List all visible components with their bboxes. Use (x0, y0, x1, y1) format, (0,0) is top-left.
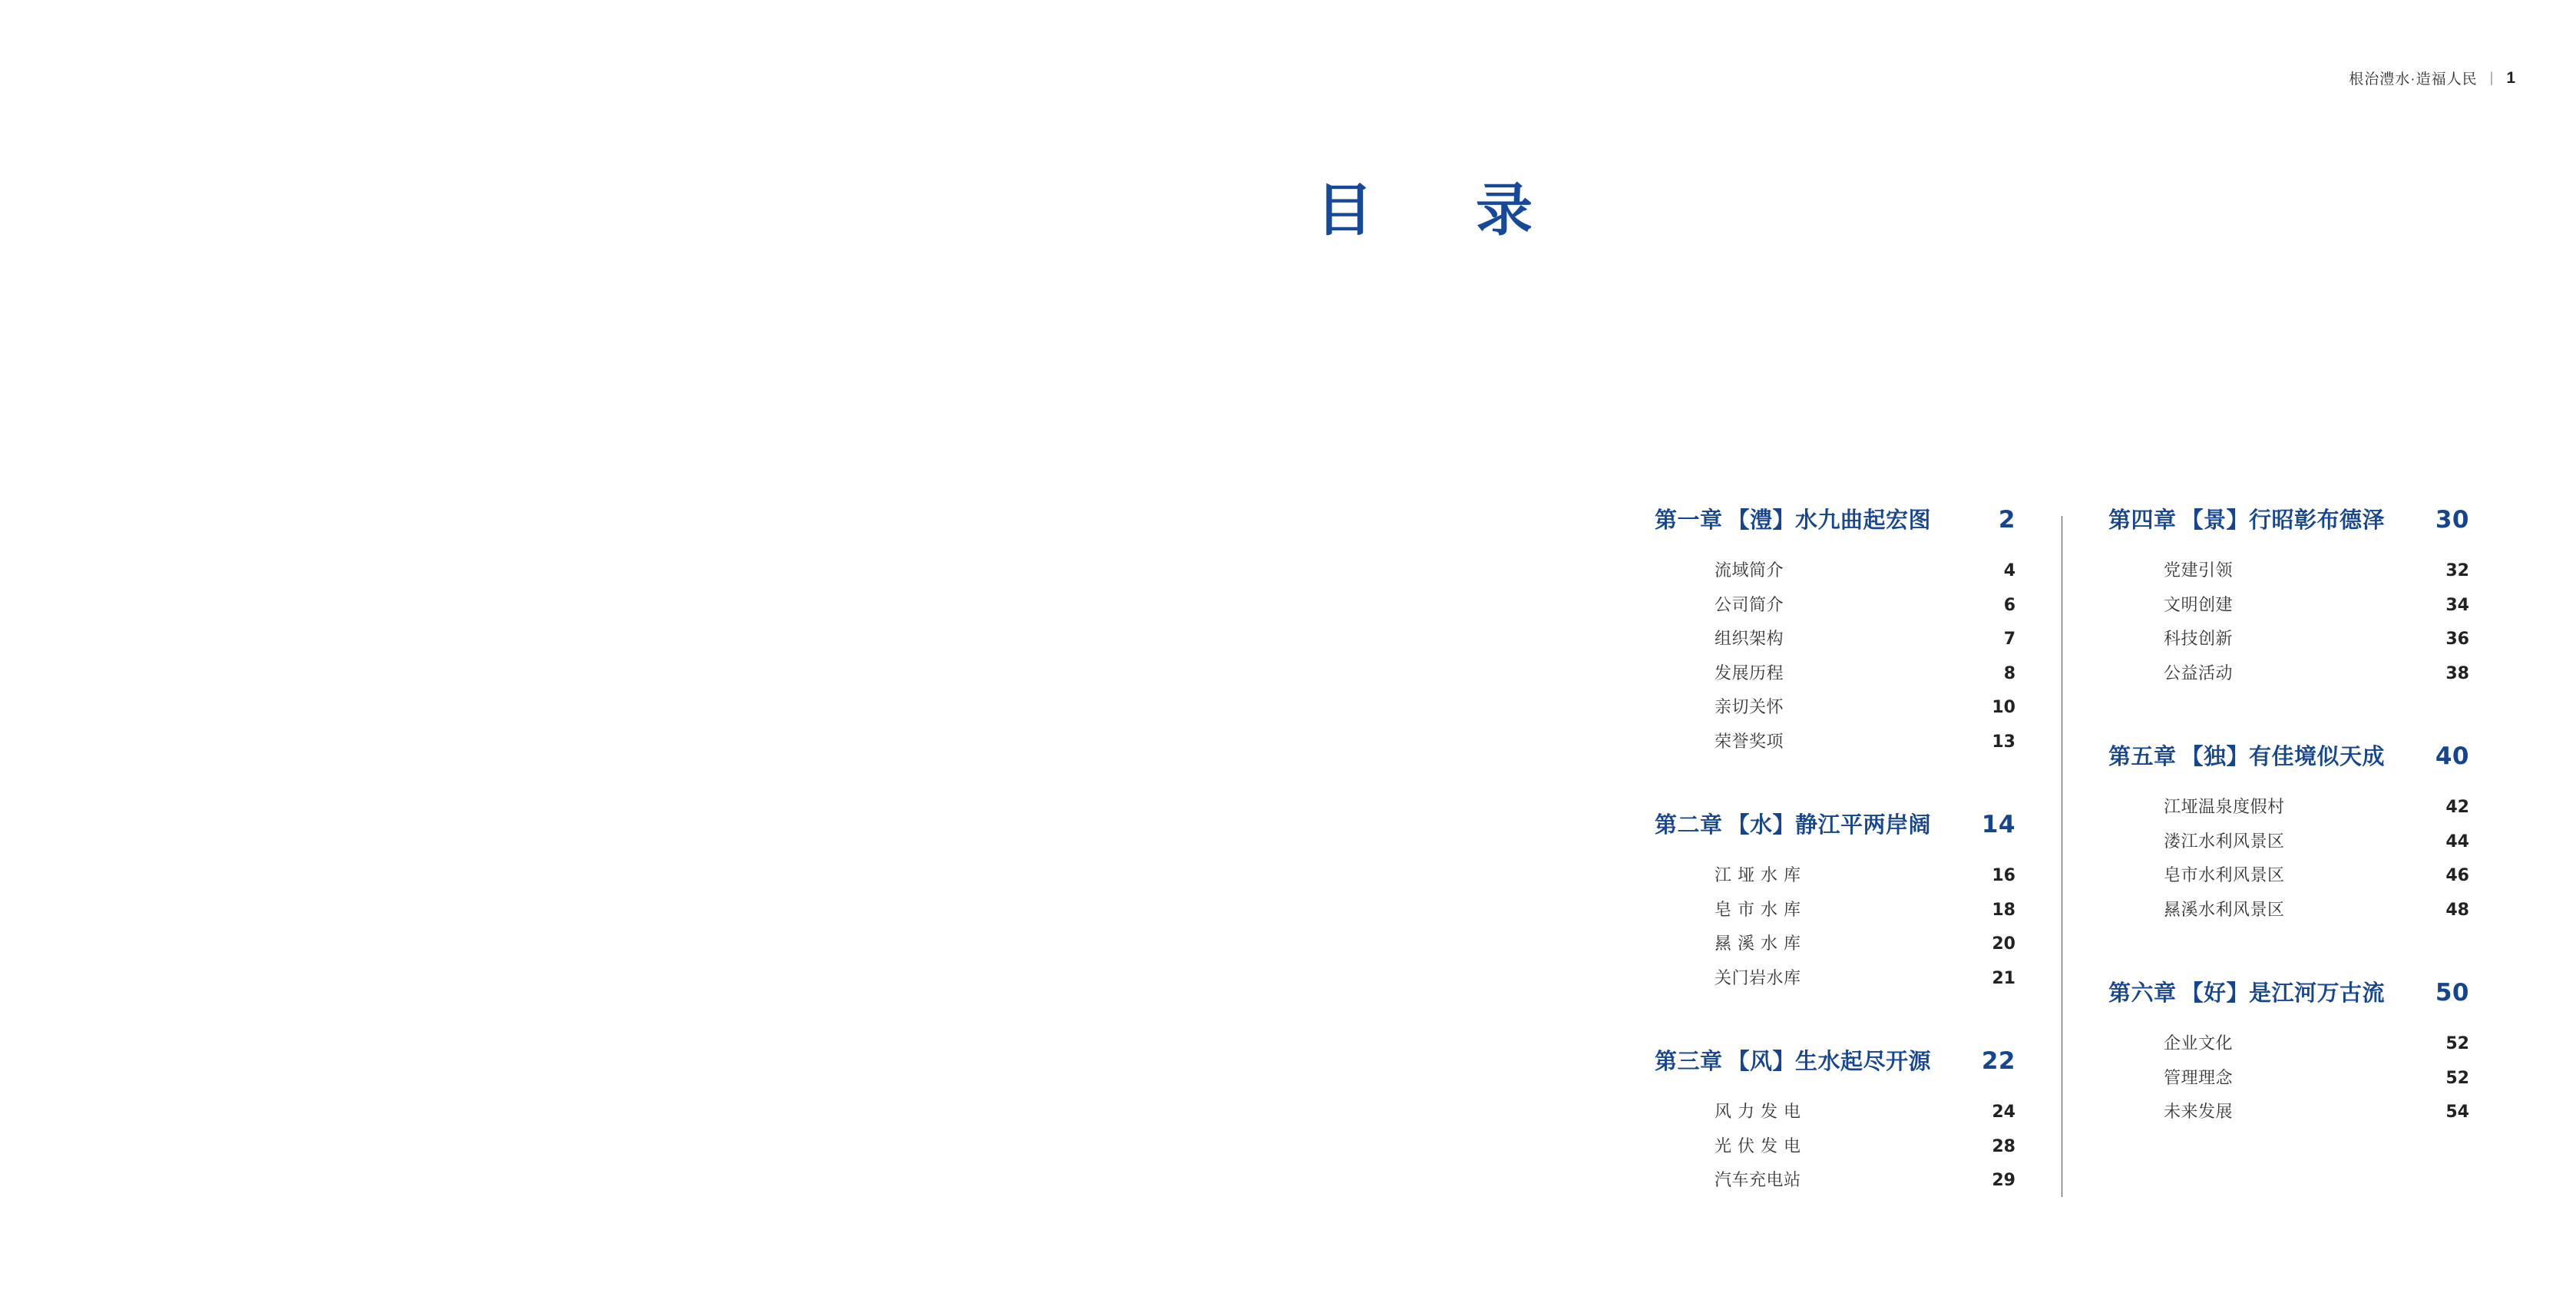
list-item[interactable] (1715, 1130, 2015, 1165)
chapter-page-number: 30 (2435, 506, 2469, 534)
list-item[interactable] (2164, 1062, 2469, 1096)
entry-label: 发展历程 (1715, 663, 1784, 683)
entry-label: 企业文化 (2164, 1034, 2234, 1053)
list-item[interactable] (1715, 691, 2015, 726)
toc-column-left (1655, 503, 2062, 1199)
list-item[interactable] (1715, 1096, 2015, 1130)
entry-page-number: 18 (1992, 900, 2015, 920)
entry-label: 科技创新 (2164, 630, 2234, 649)
list-item[interactable] (2164, 825, 2469, 860)
chapter-title: 【风】生水起尽开源 (1727, 1048, 1932, 1074)
entry-label: 㬎 溪 水 库 (1715, 934, 1801, 954)
running-header (2349, 68, 2516, 88)
entry-page-number: 29 (1992, 1171, 2015, 1190)
entry-page-number: 13 (1992, 732, 2015, 752)
chapter-label: 第六章 (2108, 980, 2177, 1006)
chapter-label: 第一章 (1655, 507, 1723, 533)
chapter-title: 【独】有佳境似天成 (2181, 743, 2386, 769)
list-item[interactable] (2164, 657, 2469, 692)
entry-label: 管理理念 (2164, 1068, 2234, 1088)
list-item[interactable] (1715, 623, 2015, 657)
list-item[interactable] (1715, 962, 2015, 997)
chapter-entries (1655, 554, 2015, 759)
entry-label: 亲切关怀 (1715, 698, 1784, 717)
chapter-page-number: 14 (1981, 811, 2015, 838)
list-item[interactable] (1715, 894, 2015, 928)
entry-page-number: 24 (1992, 1103, 2015, 1122)
entry-label: 荣誉奖项 (1715, 732, 1784, 752)
entry-label: 关门岩水库 (1715, 968, 1801, 988)
chapter-entries (2108, 554, 2469, 691)
list-item[interactable] (1715, 927, 2015, 962)
entry-page-number: 28 (1992, 1136, 2015, 1156)
chapter-title: 【好】是江河万古流 (2181, 980, 2386, 1006)
chapter-heading[interactable] (1655, 503, 2015, 534)
entry-label: 溇江水利风景区 (2164, 832, 2285, 851)
list-item[interactable] (2164, 1096, 2469, 1130)
list-item[interactable] (1715, 554, 2015, 589)
chapter-block[interactable] (1655, 503, 2015, 759)
entry-page-number: 7 (2003, 630, 2015, 649)
running-header-page-number: 1 (2506, 68, 2516, 87)
list-item[interactable] (1715, 726, 2015, 760)
entry-label: 风 力 发 电 (1715, 1103, 1801, 1122)
running-header-brand: 根治澧水·造福人民 (2349, 71, 2478, 88)
entry-page-number: 52 (2445, 1068, 2469, 1088)
entry-page-number: 10 (1992, 698, 2015, 717)
chapter-page-number: 22 (1981, 1047, 2015, 1075)
entry-page-number: 20 (1992, 934, 2015, 954)
entry-label: 党建引领 (2164, 561, 2234, 580)
entry-page-number: 52 (2445, 1034, 2469, 1053)
chapter-entries (1655, 859, 2015, 996)
chapter-block[interactable] (2108, 739, 2469, 927)
list-item[interactable] (2164, 1027, 2469, 1062)
entry-page-number: 36 (2445, 630, 2469, 649)
chapter-title: 【澧】水九曲起宏图 (1727, 507, 1932, 533)
chapter-entries (1655, 1096, 2015, 1199)
entry-label: 流域简介 (1715, 561, 1784, 580)
chapter-heading[interactable] (2108, 739, 2469, 771)
entry-label: 未来发展 (2164, 1103, 2234, 1122)
entry-page-number: 4 (2003, 561, 2015, 580)
entry-label: 公益活动 (2164, 663, 2234, 683)
chapter-block[interactable] (2108, 976, 2469, 1130)
chapter-heading[interactable] (1655, 808, 2015, 839)
chapter-entries (2108, 791, 2469, 927)
entry-page-number: 38 (2445, 663, 2469, 683)
entry-page-number: 6 (2003, 595, 2015, 615)
list-item[interactable] (1715, 1164, 2015, 1199)
entry-label: 组织架构 (1715, 630, 1784, 649)
entry-page-number: 48 (2445, 900, 2469, 920)
list-item[interactable] (1715, 657, 2015, 692)
entry-page-number: 21 (1992, 968, 2015, 988)
list-item[interactable] (2164, 623, 2469, 657)
entry-label: 光 伏 发 电 (1715, 1136, 1801, 1156)
entry-page-number: 44 (2445, 832, 2469, 851)
entry-label: 文明创建 (2164, 595, 2234, 615)
chapter-block[interactable] (2108, 503, 2469, 691)
chapter-block[interactable] (1655, 808, 2015, 996)
entry-label: 汽车充电站 (1715, 1171, 1801, 1190)
entry-label: 皂市水利风景区 (2164, 866, 2285, 885)
table-of-contents (1655, 503, 2507, 1199)
chapter-page-number: 2 (1998, 506, 2015, 534)
list-item[interactable] (1715, 859, 2015, 894)
chapter-label: 第五章 (2108, 743, 2177, 769)
entry-page-number: 54 (2445, 1103, 2469, 1122)
entry-page-number: 34 (2445, 595, 2469, 615)
chapter-entries (2108, 1027, 2469, 1130)
chapter-heading[interactable] (2108, 503, 2469, 534)
list-item[interactable] (2164, 859, 2469, 894)
chapter-heading[interactable] (2108, 976, 2469, 1007)
chapter-label: 第二章 (1655, 812, 1723, 838)
list-item[interactable] (2164, 894, 2469, 928)
entry-page-number: 32 (2445, 561, 2469, 580)
toc-column-right (2062, 503, 2469, 1130)
chapter-page-number: 40 (2435, 742, 2469, 770)
chapter-label: 第四章 (2108, 507, 2177, 533)
entry-label: 江垭温泉度假村 (2164, 798, 2285, 817)
entry-label: 公司简介 (1715, 595, 1784, 615)
list-item[interactable] (1715, 589, 2015, 623)
chapter-label: 第三章 (1655, 1048, 1723, 1074)
chapter-title: 【景】行昭彰布德泽 (2181, 507, 2386, 533)
chapter-block[interactable] (1655, 1044, 2015, 1199)
chapter-heading[interactable] (1655, 1044, 2015, 1076)
chapter-title: 【水】静江平两岸阔 (1727, 812, 1932, 838)
list-item[interactable] (2164, 791, 2469, 825)
entry-page-number: 16 (1992, 866, 2015, 885)
list-item[interactable] (2164, 589, 2469, 623)
list-item[interactable] (2164, 554, 2469, 589)
entry-page-number: 8 (2003, 663, 2015, 683)
page-title: 目 录 (1316, 177, 1556, 243)
entry-page-number: 42 (2445, 798, 2469, 817)
entry-label: 㬎溪水利风景区 (2164, 900, 2285, 920)
entry-page-number: 46 (2445, 866, 2469, 885)
entry-label: 皂 市 水 库 (1715, 900, 1801, 920)
chapter-page-number: 50 (2435, 979, 2469, 1007)
running-header-separator: | (2489, 70, 2495, 85)
entry-label: 江 垭 水 库 (1715, 866, 1801, 885)
